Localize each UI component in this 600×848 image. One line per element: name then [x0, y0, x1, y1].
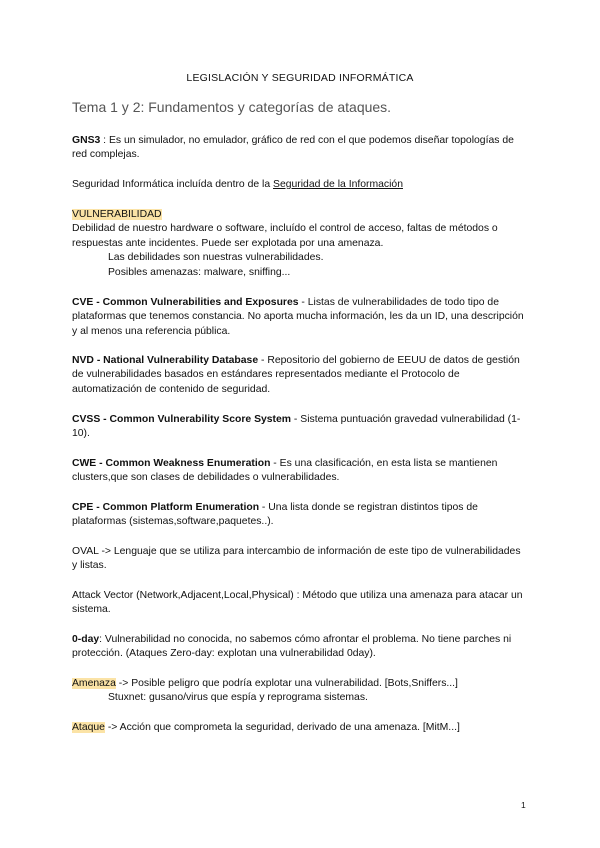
nvd-term: NVD - National Vulnerability Database: [72, 355, 259, 366]
cvss-text: - Sistema puntuación gravedad vulnerabilidad (1-10).: [72, 414, 521, 440]
vulnerabilidad-section: [72, 208, 528, 280]
cpe-text: - Una lista donde se registran distintos tipos de plataformas (sistemas,software,paquetes..).: [72, 502, 478, 528]
cwe-text: - Es una clasificación, en esta lista se mantienen clusters,que son clases de debilidades o vulnerabilidades.: [72, 458, 498, 484]
vulnerabilidad-heading: VULNERABILIDAD: [72, 209, 162, 220]
cwe-term: CWE - Common Weakness Enumeration: [72, 458, 271, 469]
document-title: LEGISLACIÓN Y SEGURIDAD INFORMÁTICA: [186, 72, 414, 84]
gns3-paragraph: [72, 134, 528, 163]
cvss-term: CVSS - Common Vulnerability Score System: [72, 414, 292, 425]
cve-text: - Listas de vulnerabilidades de todo tipo de plataformas que tenemos constancia. No aporta mucha información, les da un ID, una descripción y al menos una referencia pública.: [72, 297, 524, 337]
gns3-text: : Es un simulador, no emulador, gráfico de red con el que podemos diseñar topologías de red complejas.: [72, 135, 514, 161]
amenaza-text: -> Posible peligro que podría explotar una vulnerabilidad. [Bots,Sniffers...]: [115, 678, 458, 689]
amenaza-term: Amenaza: [72, 678, 116, 689]
ataque-term: Ataque: [72, 722, 105, 733]
cve-paragraph: [72, 296, 528, 339]
seguridad-link: Seguridad de la Información: [273, 179, 403, 190]
seguridad-text: Seguridad Informática incluída dentro de la: [72, 179, 274, 190]
document-subtitle: Tema 1 y 2: Fundamentos y categorías de ataques.: [72, 99, 392, 115]
zeroday-text: : Vulnerabilidad no conocida, no sabemos cómo afrontar el problema. No tiene parches ni protección. (Ataques Zero-day: explotan una vulnerabilidad 0day).: [72, 634, 512, 660]
cvss-paragraph: [72, 413, 528, 442]
cpe-paragraph: [72, 501, 528, 530]
cpe-term: CPE - Common Platform Enumeration: [72, 502, 260, 513]
page-number: 1: [521, 800, 526, 810]
attack-vector-paragraph: [72, 589, 528, 618]
gns3-term: GNS3: [72, 135, 101, 146]
oval-paragraph: [72, 545, 528, 574]
cwe-paragraph: [72, 457, 528, 486]
vulnerabilidad-line-2: Posibles amenazas: malware, sniffing...: [108, 266, 291, 278]
ataque-text: -> Acción que comprometa la seguridad, derivado de una amenaza. [MitM...]: [104, 722, 460, 733]
cve-term: CVE - Common Vulnerabilities and Exposures: [72, 297, 299, 308]
oval-text: OVAL -> Lenguaje que se utiliza para intercambio de información de este tipo de vulnerabilidades y listas.: [72, 546, 521, 572]
ataque-paragraph: [72, 721, 528, 735]
attack-vector-text: Attack Vector (Network,Adjacent,Local,Physical) : Método que utiliza una amenaza para atacar un sistema.: [72, 590, 523, 616]
amenaza-line-1: Stuxnet: gusano/virus que espía y reprograma sistemas.: [108, 692, 368, 704]
zeroday-term: 0-day: [72, 634, 100, 645]
seguridad-paragraph: [72, 178, 528, 192]
zeroday-paragraph: [72, 633, 528, 662]
vulnerabilidad-text: Debilidad de nuestro hardware o software, incluído el control de acceso, faltas de métodos o respuestas ante incidentes. Puede ser explotada por una amenaza.: [72, 223, 498, 249]
nvd-text: - Repositorio del gobierno de EEUU de datos de gestión de vulnerabilidades basados en estándares representados mediante el Protocolo de automatización de contenido de seguridad.: [72, 355, 520, 395]
nvd-paragraph: [72, 354, 528, 397]
vulnerabilidad-line-1: Las debilidades son nuestras vulnerabilidades.: [108, 252, 324, 264]
amenaza-paragraph: [72, 677, 528, 706]
